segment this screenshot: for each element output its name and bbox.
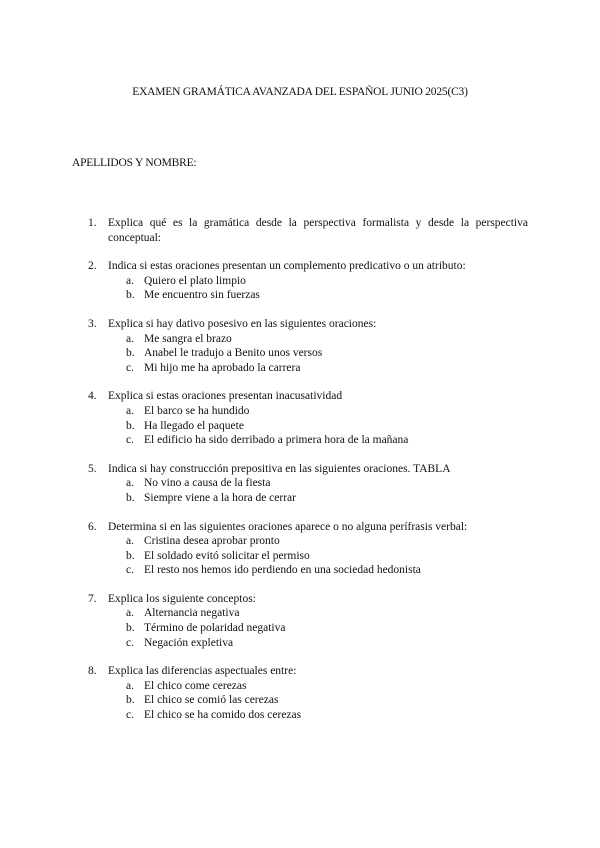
sub-item-letter: b.	[126, 419, 135, 432]
sub-item-text: Negación expletiva	[144, 636, 234, 649]
sub-item-letter: a.	[126, 679, 134, 692]
question-text: Explica las diferencias aspectuales entre:	[108, 665, 297, 678]
question-number: 4.	[88, 390, 97, 403]
question-4	[0, 389, 600, 447]
question-1	[0, 216, 600, 245]
question-list	[0, 216, 600, 737]
sub-item-letter: b.	[126, 289, 135, 302]
sub-item	[0, 606, 600, 621]
sub-item-letter: c.	[126, 709, 134, 722]
sub-item-text: El edificio ha sido derribado a primera hora de la mañana	[144, 434, 409, 447]
sub-item	[0, 288, 600, 303]
sub-item-letter: b.	[126, 694, 135, 707]
sub-item-list	[0, 534, 600, 578]
question-number: 2.	[88, 260, 97, 273]
sub-item-text: Me encuentro sin fuerzas	[144, 289, 260, 302]
sub-item-list	[0, 476, 600, 505]
question-number: 8.	[88, 665, 97, 678]
sub-item	[0, 433, 600, 448]
sub-item-text: No vino a causa de la fiesta	[144, 477, 271, 490]
sub-item-letter: c.	[126, 361, 134, 374]
question-2	[0, 259, 600, 303]
sub-item-text: El chico se ha comido dos cerezas	[144, 709, 302, 722]
sub-item-list	[0, 679, 600, 723]
sub-item	[0, 621, 600, 636]
question-8	[0, 664, 600, 722]
question-text: Explica qué es la gramática desde la perspectiva formalista y desde la perspectiva conceptual:	[108, 217, 528, 244]
exam-title: EXAMEN GRAMÁTICA AVANZADA DEL ESPAÑOL JUNIO 2025(C3)	[132, 86, 468, 98]
question-text: Determina si en las siguientes oraciones aparece o no alguna perífrasis verbal:	[108, 520, 468, 533]
question-number: 6.	[88, 520, 97, 533]
question-text: Explica si estas oraciones presentan inacusatividad	[108, 390, 343, 403]
sub-item	[0, 346, 600, 361]
question-number: 1.	[88, 217, 97, 229]
sub-item-letter: b.	[126, 347, 135, 360]
sub-item-letter: a.	[126, 332, 134, 345]
sub-item-letter: a.	[126, 404, 134, 417]
sub-item	[0, 491, 600, 506]
sub-item-text: Término de polaridad negativa	[144, 622, 286, 635]
question-number: 3.	[88, 317, 97, 330]
sub-item	[0, 534, 600, 549]
sub-item-text: Ha llegado el paquete	[144, 419, 244, 432]
sub-item-text: Mi hijo me ha aprobado la carrera	[144, 361, 301, 374]
sub-item-letter: c.	[126, 434, 134, 447]
sub-item-list	[0, 404, 600, 448]
sub-item-letter: b.	[126, 622, 135, 635]
sub-item-text: Siempre viene a la hora de cerrar	[144, 491, 296, 504]
question-text: Explica si hay dativo posesivo en las siguientes oraciones:	[108, 317, 377, 330]
sub-item-letter: b.	[126, 491, 135, 504]
question-text: Indica si estas oraciones presentan un complemento predicativo o un atributo:	[108, 260, 466, 273]
sub-item-text: Anabel le tradujo a Benito unos versos	[144, 347, 323, 360]
question-5	[0, 462, 600, 506]
question-3	[0, 317, 600, 375]
sub-item	[0, 708, 600, 723]
sub-item	[0, 693, 600, 708]
sub-item-text: El soldado evitó solicitar el permiso	[144, 549, 310, 562]
sub-item-text: El chico se comió las cerezas	[144, 694, 279, 707]
sub-item-text: El chico come cerezas	[144, 679, 247, 692]
sub-item	[0, 361, 600, 376]
sub-item	[0, 563, 600, 578]
sub-item	[0, 549, 600, 564]
sub-item-text: Me sangra el brazo	[144, 332, 232, 345]
name-label: APELLIDOS Y NOMBRE:	[72, 157, 197, 169]
sub-item-text: El resto nos hemos ido perdiendo en una sociedad hedonista	[144, 564, 421, 577]
sub-item-letter: c.	[126, 636, 134, 649]
sub-item-text: Cristina desea aprobar pronto	[144, 535, 280, 548]
sub-item-letter: a.	[126, 274, 134, 287]
sub-item-text: Alternancia negativa	[144, 607, 240, 620]
sub-item-list	[0, 274, 600, 303]
question-7	[0, 592, 600, 650]
sub-item	[0, 476, 600, 491]
sub-item	[0, 636, 600, 651]
sub-item-letter: a.	[126, 535, 134, 548]
question-6	[0, 520, 600, 578]
sub-item-letter: a.	[126, 607, 134, 620]
sub-item-letter: b.	[126, 549, 135, 562]
sub-item-list	[0, 606, 600, 650]
question-number: 7.	[88, 592, 97, 605]
question-text: Indica si hay construcción prepositiva en las siguientes oraciones. TABLA	[108, 462, 451, 475]
sub-item-letter: c.	[126, 564, 134, 577]
sub-item	[0, 679, 600, 694]
question-text: Explica los siguiente conceptos:	[108, 592, 256, 605]
sub-item	[0, 274, 600, 289]
sub-item	[0, 419, 600, 434]
question-number: 5.	[88, 462, 97, 475]
sub-item	[0, 332, 600, 347]
sub-item-list	[0, 332, 600, 376]
sub-item-text: Quiero el plato limpio	[144, 274, 246, 287]
sub-item-text: El barco se ha hundido	[144, 404, 250, 417]
sub-item	[0, 404, 600, 419]
sub-item-letter: a.	[126, 477, 134, 490]
